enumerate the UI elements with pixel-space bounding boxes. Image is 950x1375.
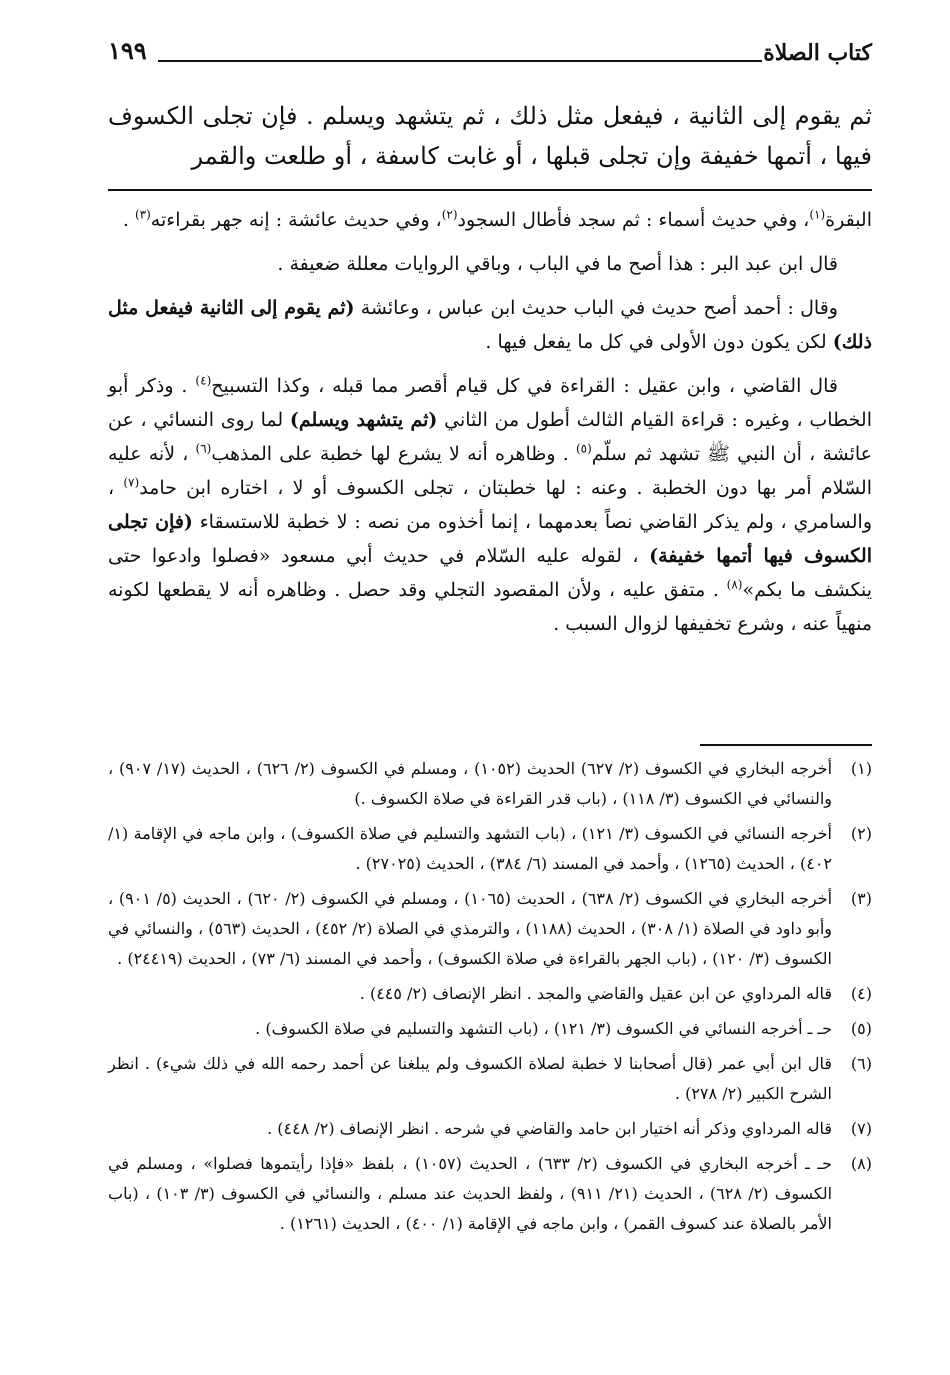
commentary-text: ، والسامري ، ولم يذكر القاضي نصاً بعدمهما ، إنما أخذوه من نصه : لا خطبة للاستسقاء — [108, 477, 872, 533]
footnote-text: قاله المرداوي وذكر أنه اختيار ابن حامد والقاضي في شرحه . انظر الإنصاف (٢/ ٤٤٨) . — [267, 1119, 832, 1138]
footnote-number: (١) — [850, 759, 872, 778]
footnote-divider — [700, 744, 872, 746]
commentary-text: ، وفي حديث أسماء : ثم سجد فأطال السجود — [457, 209, 810, 231]
footnote-ref: (٦) — [195, 441, 212, 456]
commentary-text: قال القاضي ، وابن عقيل : القراءة في كل قيام أقصر مما قبله ، وكذا التسبيح — [211, 375, 838, 397]
running-title: كتاب الصلاة — [763, 40, 872, 66]
footnote — [108, 979, 872, 1009]
commentary-text: . — [122, 209, 135, 231]
footnote — [108, 819, 872, 879]
commentary-text: لكن يكون دون الأولى في كل ما يفعل فيها . — [485, 331, 833, 353]
footnote-text: حـ ـ أخرجه البخاري في الكسوف (٢/ ٦٣٣) ، الحديث (١٠٥٧) ، بلفظ «فإذا رأيتموها فصلوا» ، ومسلم في الكسوف (٢/ ٦٢٨) ، الحديث (٢١/ ٩١١) ، ولفظ الحديث عند مسلم ، والنسائي في الكسوف (٣/ ١٠٣) ، (باب الأمر بالصلاة عند كسوف القمر) ، وابن ماجه في الإقامة (١/ ٤٠٠) ، الحديث (١٢٦١) . — [108, 1154, 833, 1233]
footnote-number: (٢) — [850, 824, 872, 843]
commentary-text: البقرة — [825, 209, 872, 231]
header-rule — [158, 60, 762, 62]
footnote-ref: (٣) — [134, 207, 151, 222]
footnote-text: أخرجه البخاري في الكسوف (٢/ ٦٢٧) الحديث (١٠٥٢) ، ومسلم في الكسوف (٢/ ٦٢٦) ، الحديث (١٧/ ٩٠٧) ، والنسائي في الكسوف (٣/ ١١٨) ، (باب قدر القراءة في صلاة الكسوف .) — [108, 759, 833, 808]
footnote-ref: (٢) — [441, 207, 458, 222]
footnote-ref: (١) — [809, 207, 826, 222]
footnote — [108, 884, 872, 974]
footnote — [108, 1114, 872, 1144]
page-header — [108, 36, 872, 76]
commentary-text: ، وفي حديث عائشة : إنه جهر بقراءته — [150, 209, 442, 231]
text-commentary-divider — [108, 189, 872, 191]
quoted-matn: (ثم يتشهد ويسلم) — [289, 409, 438, 431]
commentary-text: ، لأنه عليه السّلام أمر بها دون الخطبة . وعنه : لها خطبتان ، تجلى الكسوف أو لا ، اختاره ابن حامد — [108, 443, 872, 499]
commentary — [108, 203, 872, 651]
footnote-number: (٦) — [850, 1054, 872, 1073]
commentary-text: . وذكر أبو الخطاب ، وغيره : قراءة القيام الثالث أطول من الثاني — [108, 375, 872, 431]
footnote — [108, 1014, 872, 1044]
commentary-text: وقال : أحمد أصح حديث في الباب حديث ابن عباس ، وعائشة — [354, 297, 838, 319]
commentary-text: ، لقوله عليه السّلام في حديث أبي مسعود «فصلوا وادعوا حتى ينكشف ما بكم» — [108, 545, 872, 601]
footnote — [108, 754, 872, 814]
commentary-paragraph — [108, 247, 872, 281]
footnote-ref: (٧) — [123, 475, 140, 490]
footnote-number: (٧) — [850, 1119, 872, 1138]
page-number: ١٩٩ — [108, 36, 147, 65]
commentary-paragraph — [108, 291, 872, 359]
footnotes-list — [108, 754, 872, 1244]
footnote-number: (٤) — [850, 984, 872, 1003]
footnote-text: قاله المرداوي عن ابن عقيل والقاضي والمجد . انظر الإنصاف (٢/ ٤٤٥) . — [359, 984, 832, 1003]
footnote-number: (٨) — [850, 1154, 872, 1173]
footnote-text: قال ابن أبي عمر (قال أصحابنا لا خطبة لصلاة الكسوف ولم يبلغنا عن أحمد رحمه الله في ذلك شيء) . انظر الشرح الكبير (٢/ ٢٧٨) . — [108, 1054, 833, 1103]
commentary-text: . وظاهره أنه لا يشرع لها خطبة على المذهب — [211, 443, 576, 465]
main-text: ثم يقوم إلى الثانية ، فيفعل مثل ذلك ، ثم يتشهد ويسلم . فإن تجلى الكسوف فيها ، أتمها خفيفة وإن تجلى قبلها ، أو غابت كاسفة ، أو طلعت والقمر — [108, 102, 872, 170]
footnote — [108, 1049, 872, 1109]
quoted-matn: (فإن تجلى الكسوف فيها أتمها خفيفة) — [108, 511, 872, 567]
footnote-number: (٣) — [850, 889, 872, 908]
commentary-text: . متفق عليه ، ولأن المقصود التجلي وقد حصل . وظاهره أنه لا يقطعها لكونه منهياً عنه ، وشرع تخفيفها لزوال السبب . — [108, 579, 872, 635]
commentary-text: لما روى النسائي ، عن عائشة ، أن النبي ﷺ تشهد ثم سلّم — [108, 409, 872, 465]
footnote-ref: (٨) — [726, 577, 743, 592]
footnote-text: أخرجه البخاري في الكسوف (٢/ ٦٣٨) ، الحديث (١٠٦٥) ، ومسلم في الكسوف (٢/ ٦٢٠) ، الحديث (٥/ ٩٠١) ، وأبو داود في الصلاة (١/ ٣٠٨) ، الحديث (١١٨٨) ، والترمذي في الصلاة (٢/ ٤٥٢) ، الحديث (٥٦٣) ، والنسائي في الكسوف (٣/ ١٢٠) ، (باب الجهر بالقراءة في صلاة الكسوف) ، وأحمد في المسند (٦/ ٧٣) ، الحديث (٢٤٤١٩) . — [108, 889, 833, 968]
footnote-number: (٥) — [850, 1019, 872, 1038]
footnote — [108, 1149, 872, 1239]
footnote-ref: (٤) — [195, 373, 212, 388]
commentary-text: قال ابن عبد البر : هذا أصح ما في الباب ، وباقي الروايات معللة ضعيفة . — [277, 253, 838, 275]
commentary-paragraph — [108, 203, 872, 237]
footnote-text: حـ ـ أخرجه النسائي في الكسوف (٣/ ١٢١) ، (باب التشهد والتسليم في صلاة الكسوف) . — [255, 1019, 832, 1038]
footnote-text: أخرجه النسائي في الكسوف (٣/ ١٢١) ، (باب التشهد والتسليم في صلاة الكسوف) ، وابن ماجه في الإقامة (١/ ٤٠٢) ، الحديث (١٢٦٥) ، وأحمد في المسند (٦/ ٣٨٤) ، الحديث (٢٧٠٢٥) . — [108, 824, 832, 873]
quoted-matn: (ثم يقوم إلى الثانية فيفعل مثل ذلك) — [108, 297, 872, 353]
footnote-ref: (٥) — [575, 441, 592, 456]
commentary-paragraph — [108, 369, 872, 641]
